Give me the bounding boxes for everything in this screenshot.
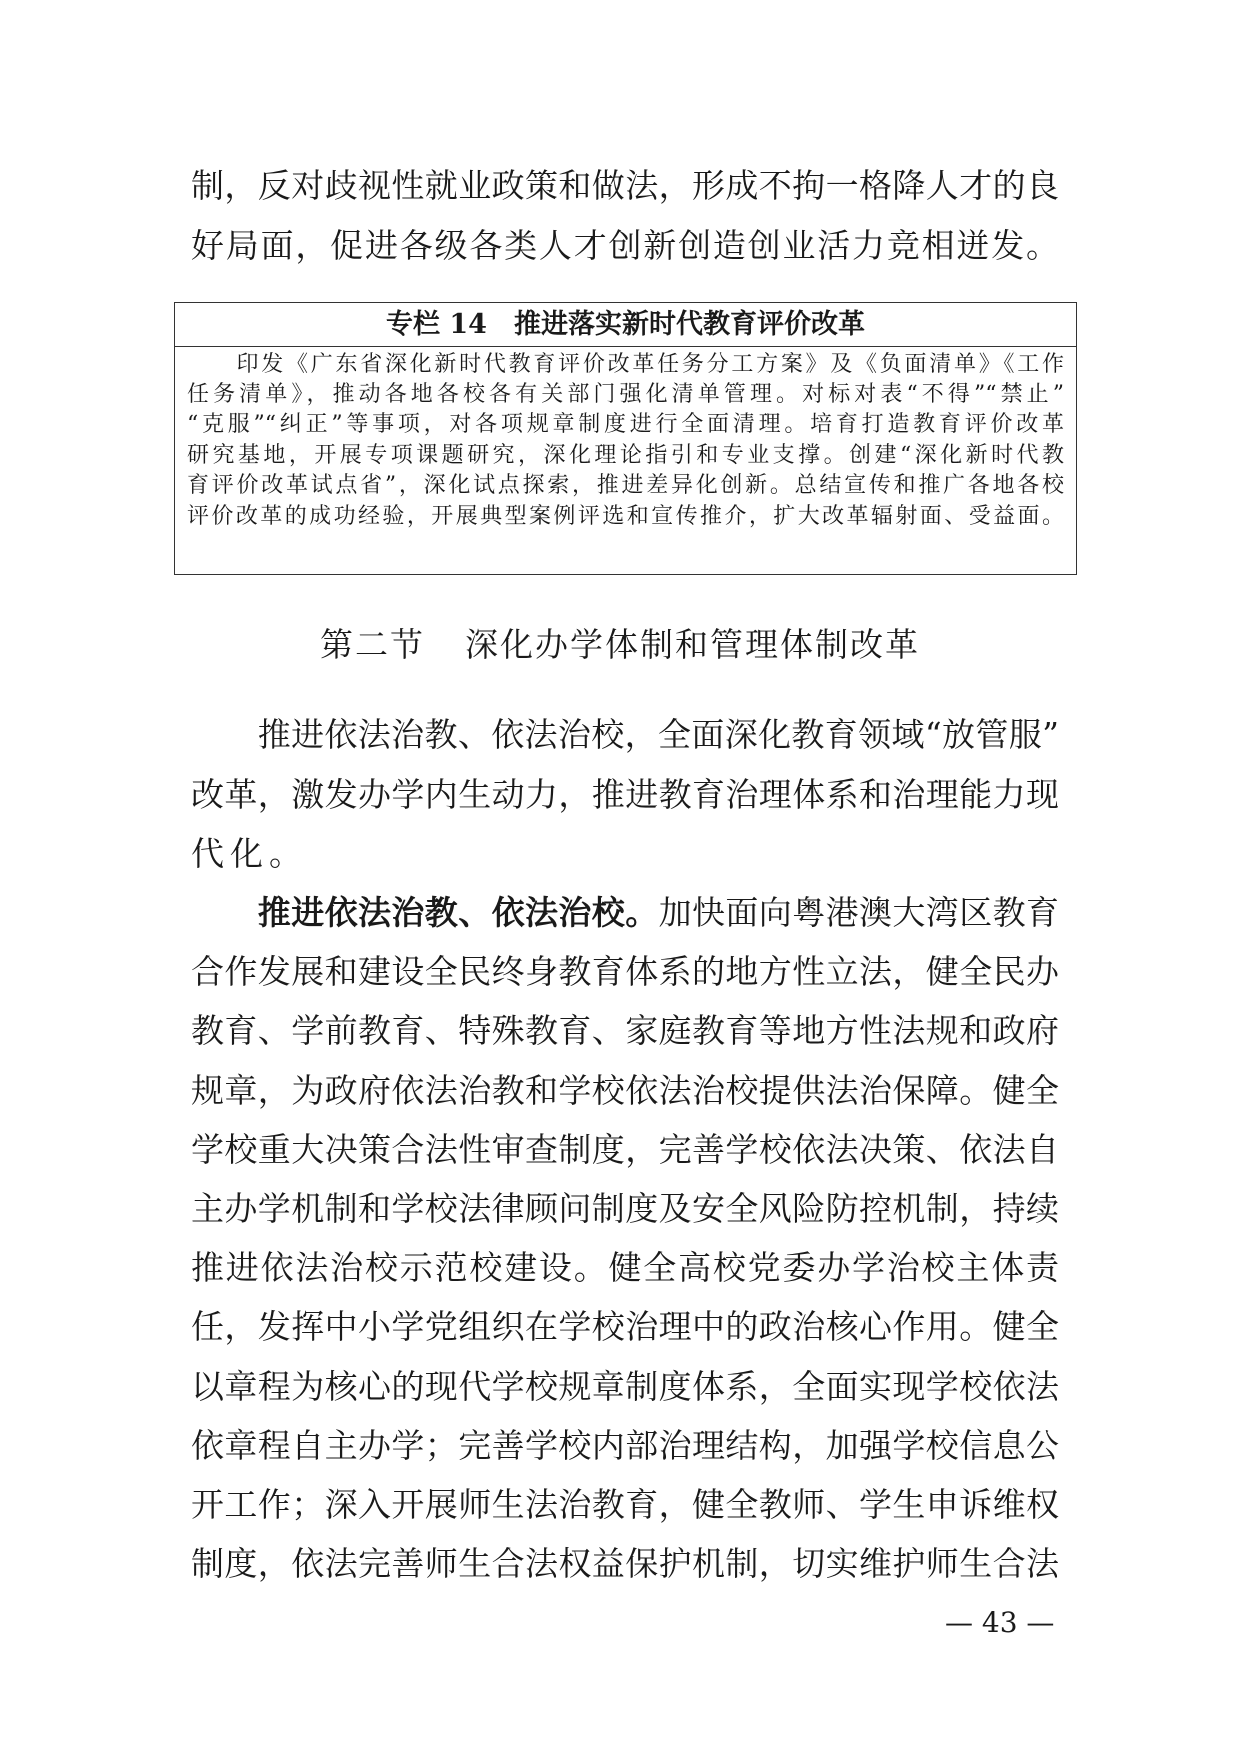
text-line: 改革，激发办学内生动力，推进教育治理体系和治理能力现	[191, 775, 1059, 814]
text-line: 制度，依法完善师生合法权益保护机制，切实维护师生合法	[191, 1544, 1059, 1583]
text-line: 以章程为核心的现代学校规章制度体系，全面实现学校依法	[191, 1367, 1059, 1406]
section-heading	[0, 620, 1240, 670]
box-line: 印发《广东省深化新时代教育评价改革任务分工方案》及《负面清单》《工作	[187, 352, 1064, 377]
text-line: 合作发展和建设全民终身教育体系的地方性立法，健全民办	[191, 952, 1059, 991]
box-line: 评价改革的成功经验，开展典型案例评选和宣传推介，扩大改革辐射面、受益面。	[187, 504, 1064, 529]
text-line: 开工作；深入开展师生法治教育，健全教师、学生申诉维权	[191, 1485, 1059, 1524]
text-line: 主办学机制和学校法律顾问制度及安全风险防控机制，持续	[191, 1189, 1059, 1228]
text-line: 好局面，促进各级各类人才创新创造创业活力竞相迸发。	[191, 226, 1059, 265]
text-line: 规章，为政府依法治教和学校依法治校提供法治保障。健全	[191, 1071, 1059, 1110]
text-span: 加快面向粤港澳大湾区教育	[658, 893, 1060, 932]
text-line: 依章程自主办学；完善学校内部治理结构，加强学校信息公	[191, 1426, 1059, 1465]
bold-lead: 推进依法治教、依法治校。	[191, 893, 659, 932]
page-number: — 43 —	[945, 1606, 1055, 1639]
box-line: 研究基地，开展专项课题研究，深化理论指引和专业支撑。创建“深化新时代教	[187, 443, 1064, 468]
text-line: 学校重大决策合法性审查制度，完善学校依法决策、依法自	[191, 1130, 1059, 1169]
box-line: 育评价改革试点省”，深化试点探索，推进差异化创新。总结宣传和推广各地各校	[187, 473, 1064, 498]
column-box-title: 专栏 14 推进落实新时代教育评价改革	[175, 303, 1076, 347]
text-line: 制，反对歧视性就业政策和做法，形成不拘一格降人才的良	[191, 166, 1059, 205]
text-line	[191, 888, 1059, 938]
box-line: 任务清单》，推动各地各校各有关部门强化清单管理。对标对表“不得”“禁止”	[187, 382, 1064, 407]
text-line: 代化。	[191, 834, 308, 873]
box-line: “克服”“纠正”等事项，对各项规章制度进行全面清理。培育打造教育评价改革	[187, 412, 1064, 437]
text-line: 推进依法治教、依法治校，全面深化教育领域“放管服”	[191, 715, 1059, 754]
section-number: 第二节	[320, 625, 425, 664]
text-line: 任，发挥中小学党组织在学校治理中的政治核心作用。健全	[191, 1307, 1059, 1346]
text-line: 推进依法治校示范校建设。健全高校党委办学治校主体责	[191, 1248, 1059, 1287]
column-box	[174, 302, 1077, 575]
text-line: 教育、学前教育、特殊教育、家庭教育等地方性法规和政府	[191, 1011, 1059, 1050]
section-title: 深化办学体制和管理体制改革	[465, 625, 920, 664]
